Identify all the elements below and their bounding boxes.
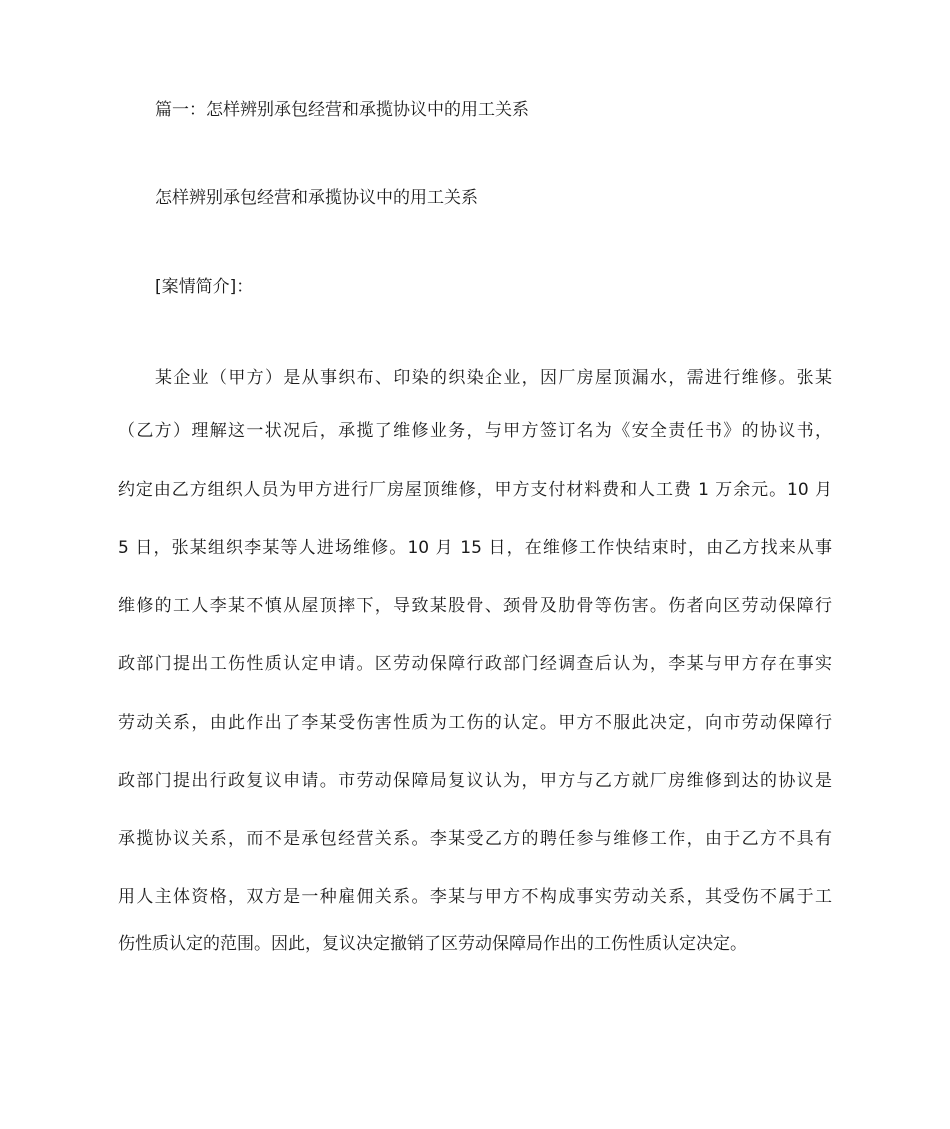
paragraph-line: 约定由乙方组织人员为甲方进行厂房屋顶维修，甲方支付材料费和人工费 1 万余元。10 月 (118, 480, 832, 500)
paragraph-line: 劳动关系，由此作出了李某受伤害性质为工伤的认定。甲方不服此决定，向市劳动保障行 (118, 713, 832, 733)
paragraph-line: 承揽协议关系，而不是承包经营关系。李某受乙方的聘任参与维修工作，由于乙方不具有 (118, 829, 832, 849)
paragraph-line: 某企业（甲方）是从事织布、印染的织染企业，因厂房屋顶漏水，需进行维修。张某 (155, 368, 832, 388)
document-title: 篇一：怎样辨别承包经营和承揽协议中的用工关系 (155, 100, 529, 120)
paragraph-line: 政部门提出工伤性质认定申请。区劳动保障行政部门经调查后认为，李某与甲方存在事实 (118, 654, 832, 674)
paragraph-line: （乙方）理解这一状况后，承揽了维修业务，与甲方签订名为《安全责任书》的协议书， (118, 421, 832, 441)
document-subtitle: 怎样辨别承包经营和承揽协议中的用工关系 (155, 188, 478, 208)
section-label: [案情简介]： (155, 277, 254, 297)
paragraph-line: 政部门提出行政复议申请。市劳动保障局复议认为，甲方与乙方就厂房维修到达的协议是 (118, 771, 832, 791)
paragraph-line: 用人主体资格，双方是一种雇佣关系。李某与甲方不构成事实劳动关系，其受伤不属于工 (118, 887, 832, 907)
paragraph-line: 维修的工人李某不慎从屋顶摔下，导致某股骨、颈骨及肋骨等伤害。伤者向区劳动保障行 (118, 596, 832, 616)
paragraph-line: 5 日，张某组织李某等人进场维修。10 月 15 日，在维修工作快结束时，由乙方找来从事 (118, 538, 832, 558)
paragraph-line: 伤性质认定的范围。因此，复议决定撤销了区劳动保障局作出的工伤性质认定决定。 (118, 934, 747, 954)
